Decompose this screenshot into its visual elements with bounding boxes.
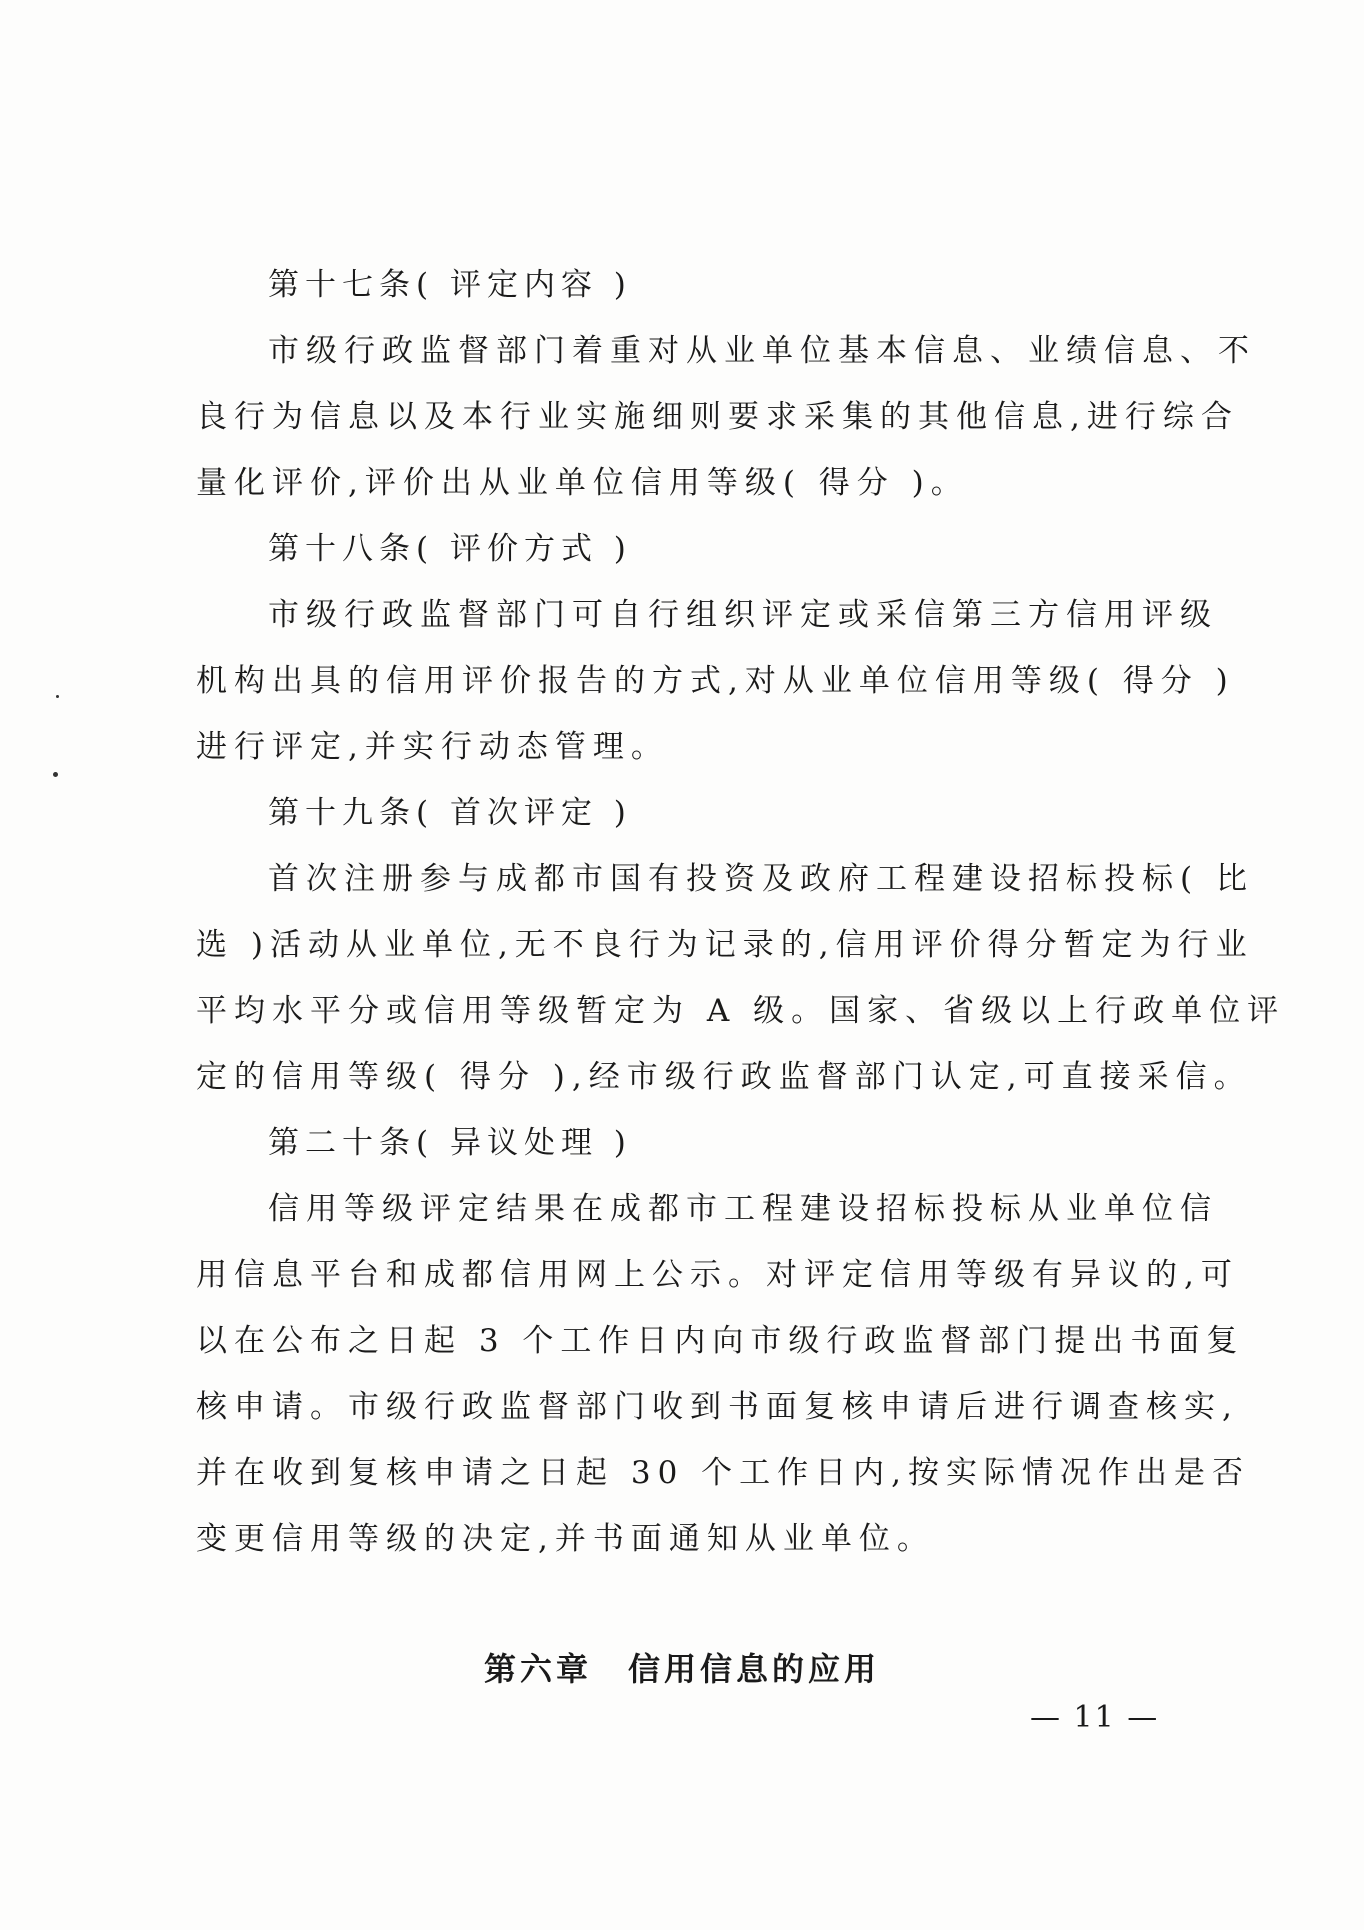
paragraph-line: 定的信用等级( 得分 ),经市级行政监督部门认定,可直接采信。: [196, 1059, 1252, 1095]
document-body: [196, 252, 1286, 1572]
chapter-title: 第六章 信用信息的应用: [483, 1650, 880, 1688]
article-heading: 第十七条( 评定内容 ): [268, 267, 632, 303]
paragraph-line: 平均水平分或信用等级暂定为 A 级。国家、省级以上行政单位评: [196, 993, 1286, 1029]
paragraph-line: 用信息平台和成都信用网上公示。对评定信用等级有异议的,可: [196, 1257, 1239, 1293]
article-17: [196, 252, 1256, 516]
article-paragraph: [196, 1176, 1251, 1572]
paragraph-line: 并在收到复核申请之日起 30 个工作日内,按实际情况作出是否: [196, 1455, 1251, 1491]
article-paragraph: [196, 846, 1286, 1110]
paragraph-line: 机构出具的信用评价报告的方式,对从业单位信用等级( 得分 ): [196, 663, 1235, 699]
paragraph-line: 首次注册参与成都市国有投资及政府工程建设招标投标( 比: [268, 861, 1254, 897]
article-heading: 第十八条( 评价方式 ): [268, 531, 632, 567]
article-heading: 第十九条( 首次评定 ): [268, 795, 632, 831]
paragraph-line: 信用等级评定结果在成都市工程建设招标投标从业单位信: [268, 1191, 1218, 1227]
article-20: [196, 1110, 1251, 1572]
paragraph-line: 变更信用等级的决定,并书面通知从业单位。: [196, 1521, 935, 1557]
paragraph-line: 选 )活动从业单位,无不良行为记录的,信用评价得分暂定为行业: [196, 927, 1254, 963]
paragraph-line: 量化评价,评价出从业单位信用等级( 得分 )。: [196, 465, 969, 501]
page-number: — 11 —: [1030, 1700, 1160, 1735]
paragraph-line: 市级行政监督部门着重对从业单位基本信息、业绩信息、不: [268, 333, 1256, 369]
article-heading: 第二十条( 异议处理 ): [268, 1125, 632, 1161]
article-19: [196, 780, 1286, 1110]
paragraph-line: 进行评定,并实行动态管理。: [196, 729, 669, 765]
article-paragraph: [196, 318, 1256, 516]
scan-speck: [53, 772, 58, 777]
paragraph-line: 良行为信息以及本行业实施细则要求采集的其他信息,进行综合: [196, 399, 1239, 435]
paragraph-line: 核申请。市级行政监督部门收到书面复核申请后进行调查核实,: [196, 1389, 1239, 1425]
scan-speck: [56, 695, 59, 698]
paragraph-line: 以在公布之日起 3 个工作日内向市级行政监督部门提出书面复: [196, 1323, 1245, 1359]
paragraph-line: 市级行政监督部门可自行组织评定或采信第三方信用评级: [268, 597, 1218, 633]
article-paragraph: [196, 582, 1235, 780]
article-18: [196, 516, 1235, 780]
